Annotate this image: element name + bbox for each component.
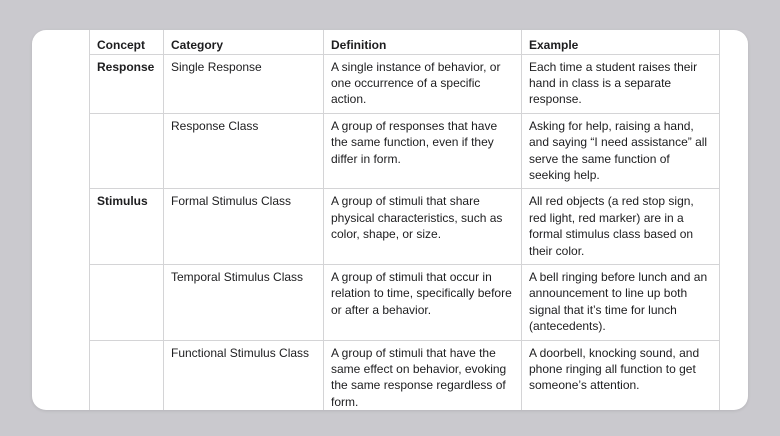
category-cell: Temporal Stimulus Class [164,264,324,340]
table-row [90,340,720,410]
table-row [90,113,720,189]
category-cell: Single Response [164,54,324,113]
header-example: Example [522,30,720,54]
example-cell: A bell ringing before lunch and an announcement to line up both signal that it’s time for lunch (antecedents). [522,264,720,340]
category-cell: Formal Stimulus Class [164,189,324,265]
concept-cell: Response [90,54,164,113]
definition-cell: A group of responses that have the same function, even if they differ in form. [324,113,522,189]
header-row [90,30,720,54]
header-definition: Definition [324,30,522,54]
example-cell: Asking for help, raising a hand, and saying “I need assistance” all serve the same function of seeking help. [522,113,720,189]
example-cell: Each time a student raises their hand in class is a separate response. [522,54,720,113]
table-row [90,54,720,113]
definition-cell: A group of stimuli that have the same effect on behavior, evoking the same response regardless of form. [324,340,522,410]
concept-cell: Stimulus [90,189,164,265]
definition-cell: A single instance of behavior, or one occurrence of a specific action. [324,54,522,113]
example-cell: All red objects (a red stop sign, red light, red marker) are in a formal stimulus class based on their color. [522,189,720,265]
header-concept: Concept [90,30,164,54]
definition-cell: A group of stimuli that occur in relation to time, specifically before or after a behavior. [324,264,522,340]
table-row [90,264,720,340]
concepts-table [89,30,720,410]
category-cell: Response Class [164,113,324,189]
table-card [32,30,748,410]
header-category: Category [164,30,324,54]
concept-cell [90,264,164,340]
concept-cell [90,113,164,189]
category-cell: Functional Stimulus Class [164,340,324,410]
concept-cell [90,340,164,410]
table-row [90,189,720,265]
definition-cell: A group of stimuli that share physical characteristics, such as color, shape, or size. [324,189,522,265]
example-cell: A doorbell, knocking sound, and phone ringing all function to get someone’s attention. [522,340,720,410]
